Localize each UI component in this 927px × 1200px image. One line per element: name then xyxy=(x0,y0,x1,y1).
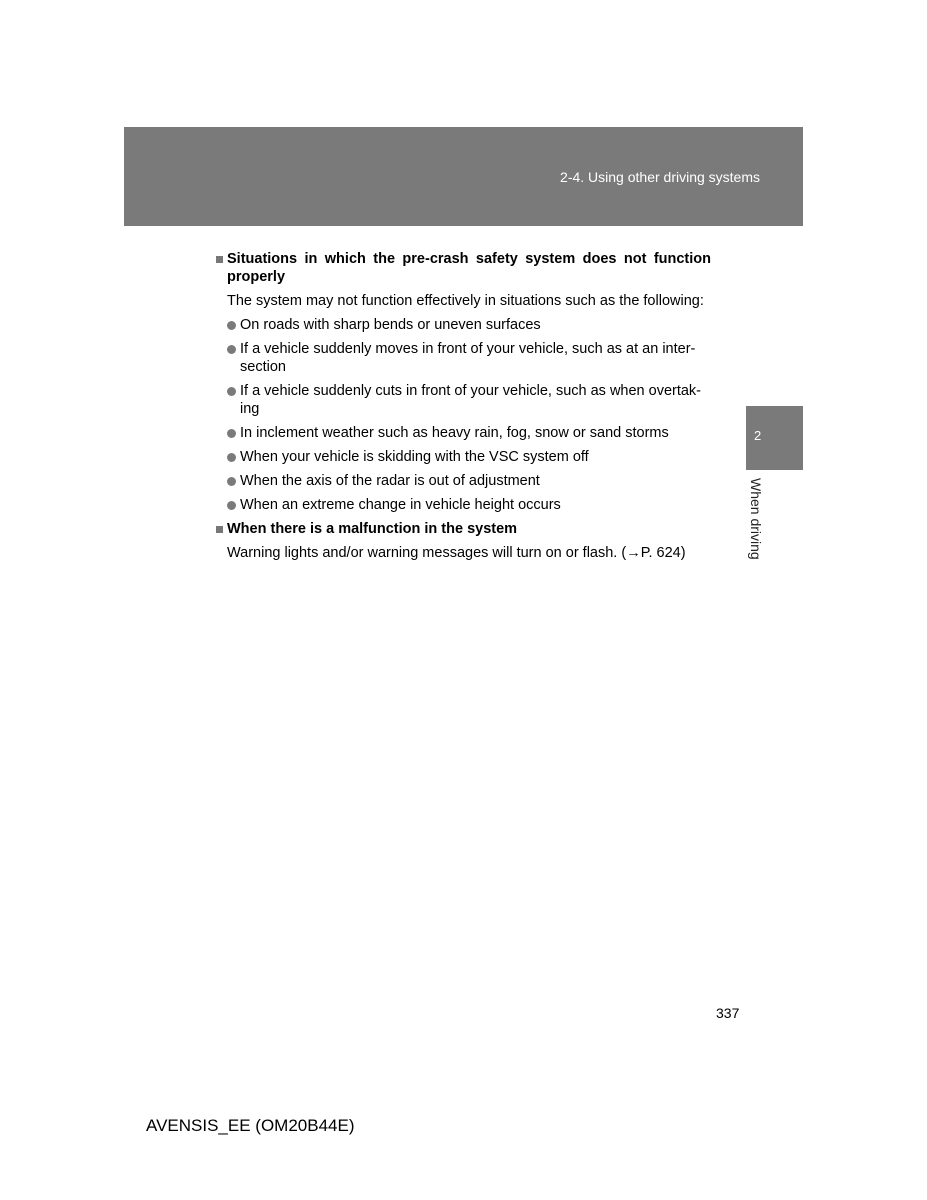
header-band xyxy=(124,127,803,226)
square-bullet-icon xyxy=(216,526,223,533)
list-item: If a vehicle suddenly cuts in front of your vehicle, such as when overtak-ing xyxy=(227,382,711,418)
list-item: When your vehicle is skidding with the VSC system off xyxy=(227,448,711,466)
chapter-label: When driving xyxy=(748,478,764,560)
section-heading-2: When there is a malfunction in the system xyxy=(214,520,711,538)
list-item: If a vehicle suddenly moves in front of your vehicle, such as at an inter-section xyxy=(227,340,711,376)
chapter-tab xyxy=(746,406,803,470)
section-heading-1: Situations in which the pre-crash safety system does not function properly xyxy=(214,250,711,286)
list-item: When an extreme change in vehicle height occurs xyxy=(227,496,711,514)
warning-paragraph: Warning lights and/or warning messages will turn on or flash. (→P. 624) xyxy=(227,545,686,561)
circle-bullet-icon xyxy=(227,453,236,462)
page-number: 337 xyxy=(716,1005,740,1021)
intro-paragraph: The system may not function effectively in situations such as the following: xyxy=(227,293,704,309)
situations-list xyxy=(214,316,711,514)
document-code: AVENSIS_EE (OM20B44E) xyxy=(146,1116,355,1135)
circle-bullet-icon xyxy=(227,345,236,354)
circle-bullet-icon xyxy=(227,429,236,438)
list-item: On roads with sharp bends or uneven surfaces xyxy=(227,316,711,334)
main-content xyxy=(214,250,711,562)
list-item: In inclement weather such as heavy rain, fog, snow or sand storms xyxy=(227,424,711,442)
chapter-number: 2 xyxy=(754,428,762,443)
circle-bullet-icon xyxy=(227,321,236,330)
circle-bullet-icon xyxy=(227,387,236,396)
list-item: When the axis of the radar is out of adjustment xyxy=(227,472,711,490)
circle-bullet-icon xyxy=(227,501,236,510)
section-title: 2-4. Using other driving systems xyxy=(560,169,760,185)
square-bullet-icon xyxy=(216,256,223,263)
circle-bullet-icon xyxy=(227,477,236,486)
